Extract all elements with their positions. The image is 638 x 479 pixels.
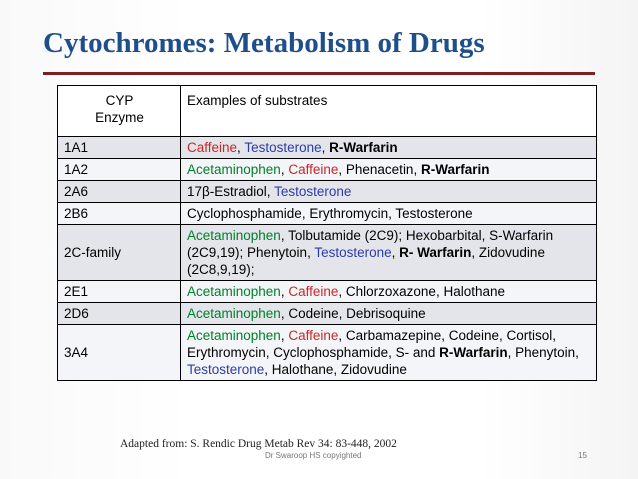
table-body: [58, 86, 597, 381]
table-row: [58, 303, 597, 325]
table-header-row: [58, 86, 597, 137]
enzyme-cell: 2D6: [58, 303, 181, 325]
substrate-text: R- Warfarin: [399, 245, 472, 260]
citation: Adapted from: S. Rendic Drug Metab Rev 34: 83-448, 2002: [120, 438, 397, 450]
page-number: 15: [578, 451, 587, 460]
substrate-text: Acetaminophen: [187, 328, 281, 343]
substrate-text: 17β-Estradiol,: [187, 184, 275, 199]
table-row: [58, 281, 597, 303]
substrate-text: Acetaminophen: [187, 162, 281, 177]
substrate-text: R-Warfarin: [329, 140, 398, 155]
substrate-text: , Carbamazepine, Codeine, Cortisol, Erythromycin, Cyclophosphamide, S- and: [187, 328, 556, 360]
enzyme-cell: 1A2: [58, 159, 181, 181]
enzyme-cell: 1A1: [58, 137, 181, 159]
substrate-text: Acetaminophen: [187, 306, 281, 321]
substrates-cell: [181, 137, 597, 159]
substrate-text: , Chlorzoxazone, Halothane: [338, 284, 505, 299]
enzyme-cell: 2C-family: [58, 225, 181, 281]
substrate-text: Cyclophosphamide, Erythromycin, Testosterone: [187, 206, 473, 221]
title-underline: [43, 72, 595, 75]
substrate-text: , Phenacetin,: [338, 162, 421, 177]
substrate-text: R-Warfarin: [420, 162, 490, 177]
substrates-cell: [181, 225, 597, 281]
substrate-text: R-Warfarin: [439, 345, 508, 360]
substrate-text: Caffeine: [288, 284, 339, 299]
substrate-text: ,: [280, 284, 289, 299]
header-cyp-enzyme: CYP Enzyme: [58, 86, 181, 137]
substrates-cell: [181, 281, 597, 303]
table-row: [58, 159, 597, 181]
substrate-text: Testosterone: [314, 245, 392, 260]
substrate-text: ,: [391, 245, 400, 260]
substrates-cell: [181, 203, 597, 225]
table-row: [58, 225, 597, 281]
substrate-text: ,: [280, 162, 289, 177]
substrate-text: ,: [280, 328, 289, 343]
slide-title: Cytochromes: Metabolism of Drugs: [43, 27, 485, 59]
substrate-text: Testosterone: [274, 184, 352, 199]
substrate-text: Acetaminophen: [187, 228, 281, 243]
substrates-cell: [181, 325, 597, 381]
substrate-text: ,: [237, 140, 245, 155]
enzyme-cell: 2B6: [58, 203, 181, 225]
table-row: [58, 181, 597, 203]
table-row: [58, 325, 597, 381]
header-examples-of-substrates: Examples of substrates: [181, 86, 597, 137]
substrate-text: Caffeine: [187, 140, 238, 155]
substrate-text: Testosterone: [187, 362, 265, 377]
substrate-text: , Halothane, Zidovudine: [264, 362, 407, 377]
substrate-text: , Zidovudine (2C8,9,19);: [187, 245, 545, 277]
enzyme-cell: 3A4: [58, 325, 181, 381]
substrate-text: Testosterone: [244, 140, 322, 155]
cyp-substrate-table: [57, 85, 597, 381]
substrate-text: ,: [321, 140, 330, 155]
substrate-text: Caffeine: [288, 328, 339, 343]
footer-text: Dr Swaroop HS copyighted: [265, 451, 362, 460]
substrate-text: Caffeine: [288, 162, 339, 177]
enzyme-cell: 2E1: [58, 281, 181, 303]
substrate-text: , Phenytoin,: [507, 345, 579, 360]
substrates-cell: [181, 159, 597, 181]
substrate-text: Acetaminophen: [187, 284, 281, 299]
substrates-cell: [181, 181, 597, 203]
substrate-text: , Codeine, Debrisoquine: [280, 306, 426, 321]
substrates-cell: [181, 303, 597, 325]
table-row: [58, 137, 597, 159]
table-row: [58, 203, 597, 225]
enzyme-cell: 2A6: [58, 181, 181, 203]
substrate-text: , Tolbutamide (2C9); Hexobarbital, S-Warfarin (2C9,19); Phenytoin,: [187, 228, 554, 260]
